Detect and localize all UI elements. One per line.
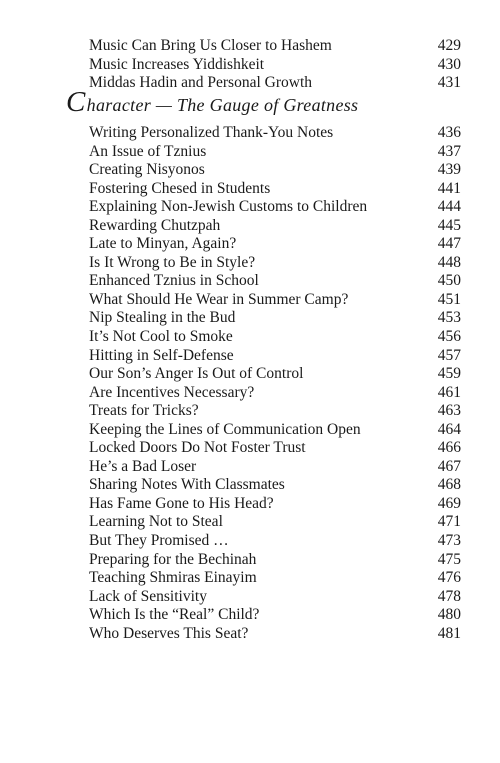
toc-entry-page: 473: [437, 532, 461, 550]
toc-entry-title: Lack of Sensitivity: [89, 587, 207, 605]
toc-list-top: [89, 37, 461, 93]
toc-entry-page: 453: [437, 309, 461, 327]
toc-entry-page: 430: [437, 55, 461, 73]
toc-entry-page: 478: [437, 587, 461, 605]
toc-entry: [89, 495, 461, 514]
toc-entry-page: 480: [437, 606, 461, 624]
toc-entry-page: 444: [437, 198, 461, 216]
toc-entry: [89, 588, 461, 607]
toc-entry: [89, 421, 461, 440]
toc-entry-title: Is It Wrong to Be in Style?: [89, 253, 256, 271]
section-heading: [66, 88, 358, 117]
toc-entry-page: 441: [437, 179, 461, 197]
toc-entry-page: 448: [437, 253, 461, 271]
toc-entry: [89, 458, 461, 477]
toc-entry: [89, 402, 461, 421]
toc-entry-page: 447: [437, 235, 461, 253]
toc-entry-title: Fostering Chesed in Students: [89, 179, 271, 197]
toc-entry: [89, 532, 461, 551]
toc-entry-page: 464: [437, 420, 461, 438]
toc-entry: [89, 272, 461, 291]
toc-entry: [89, 124, 461, 143]
toc-entry-page: 476: [437, 569, 461, 587]
toc-entry: [89, 328, 461, 347]
toc-entry-title: Who Deserves This Seat?: [89, 624, 249, 642]
toc-entry-page: 439: [437, 161, 461, 179]
toc-entry-page: 445: [437, 216, 461, 234]
toc-entry-title: Middas Hadin and Personal Growth: [89, 74, 312, 92]
toc-entry-title: Creating Nisyonos: [89, 161, 205, 179]
toc-entry: [89, 291, 461, 310]
toc-entry: [89, 37, 461, 56]
toc-entry-title: Are Incentives Necessary?: [89, 383, 255, 401]
toc-entry: [89, 513, 461, 532]
toc-entry-page: 451: [437, 290, 461, 308]
toc-entry: [89, 606, 461, 625]
toc-entry-page: 461: [437, 383, 461, 401]
toc-entry: [89, 551, 461, 570]
toc-entry-title: Music Increases Yiddishkeit: [89, 55, 265, 73]
toc-entry: [89, 309, 461, 328]
toc-entry-title: It’s Not Cool to Smoke: [89, 328, 233, 346]
toc-entry: [89, 625, 461, 644]
toc-entry-title: Hitting in Self-Defense: [89, 346, 234, 364]
toc-entry-title: An Issue of Tznius: [89, 142, 207, 160]
toc-entry-title: Music Can Bring Us Closer to Hashem: [89, 37, 332, 54]
toc-entry-title: Nip Stealing in the Bud: [89, 309, 236, 327]
toc-entry-title: Writing Personalized Thank-You Notes: [89, 124, 334, 141]
toc-entry-title: Keeping the Lines of Communication Open: [89, 420, 361, 438]
section-heading-initial: C: [66, 86, 86, 118]
toc-entry-title: He’s a Bad Loser: [89, 457, 197, 475]
toc-entry-title: Sharing Notes With Classmates: [89, 476, 285, 494]
toc-entry: [89, 476, 461, 495]
toc-entry: [89, 143, 461, 162]
toc-entry-page: 450: [437, 272, 461, 290]
toc-entry: [89, 161, 461, 180]
toc-entry-title: Learning Not to Steal: [89, 513, 223, 531]
toc-entry: [89, 365, 461, 384]
toc-entry-page: 436: [437, 124, 461, 141]
toc-entry-page: 467: [437, 457, 461, 475]
toc-entry-title: Teaching Shmiras Einayim: [89, 569, 257, 587]
toc-entry-title: Which Is the “Real” Child?: [89, 606, 260, 624]
toc-entry-page: 481: [437, 624, 461, 642]
toc-entry: [89, 347, 461, 366]
toc-entry: [89, 56, 461, 75]
toc-entry-page: 459: [437, 365, 461, 383]
toc-entry-title: Enhanced Tznius in School: [89, 272, 259, 290]
toc-entry-title: Locked Doors Do Not Foster Trust: [89, 439, 306, 457]
toc-entry-title: Preparing for the Bechinah: [89, 550, 257, 568]
toc-entry-title: Our Son’s Anger Is Out of Control: [89, 365, 304, 383]
toc-entry-page: 457: [437, 346, 461, 364]
toc-entry-page: 468: [437, 476, 461, 494]
toc-entry-page: 466: [437, 439, 461, 457]
toc-entry: [89, 439, 461, 458]
toc-entry-title: Late to Minyan, Again?: [89, 235, 237, 253]
toc-entry-page: 429: [437, 37, 461, 54]
toc-entry-page: 431: [437, 74, 461, 92]
toc-entry: [89, 217, 461, 236]
toc-entry-title: Rewarding Chutzpah: [89, 216, 221, 234]
toc-entry-title: Treats for Tricks?: [89, 402, 199, 420]
toc-entry: [89, 254, 461, 273]
toc-entry-page: 463: [437, 402, 461, 420]
toc-entry-page: 475: [437, 550, 461, 568]
toc-entry-page: 469: [437, 494, 461, 512]
toc-entry-title: What Should He Wear in Summer Camp?: [89, 290, 349, 308]
toc-list-main: [89, 124, 461, 643]
toc-entry-title: Has Fame Gone to His Head?: [89, 494, 274, 512]
section-heading-text: haracter — The Gauge of Greatness: [86, 95, 359, 115]
toc-entry-page: 437: [437, 142, 461, 160]
toc-entry-title: Explaining Non-Jewish Customs to Children: [89, 198, 368, 216]
toc-entry: [89, 180, 461, 199]
toc-entry-page: 456: [437, 328, 461, 346]
toc-entry-title: But They Promised …: [89, 532, 229, 550]
toc-entry: [89, 198, 461, 217]
toc-entry: [89, 569, 461, 588]
toc-entry: [89, 384, 461, 403]
toc-entry: [89, 235, 461, 254]
toc-entry-page: 471: [437, 513, 461, 531]
